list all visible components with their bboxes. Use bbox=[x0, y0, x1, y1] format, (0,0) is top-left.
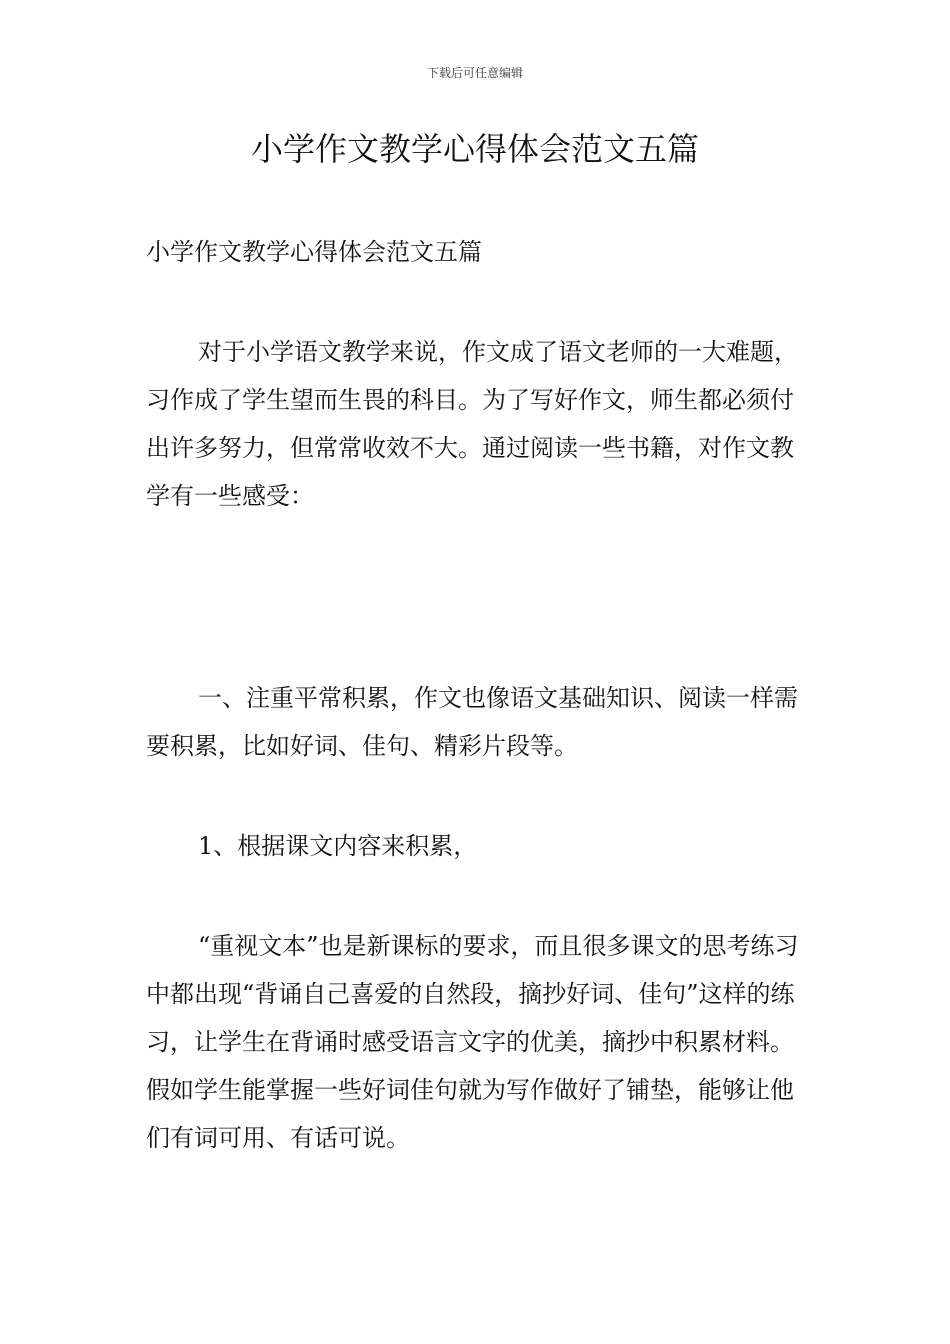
document-title: 小学作文教学心得体会范文五篇 bbox=[250, 130, 699, 168]
paragraph-quote: “重视文本”也是新课标的要求，而且很多课文的思考练习中都出现“背诵自己喜爱的自然段，摘抄好词、佳句”这样的练习，让学生在背诵时感受语言文字的优美，摘抄中积累材料。假如学生能掌握一些好词佳句就为写作做好了铺垫，能够让他们有词可用、有话可说。 bbox=[146, 932, 799, 1152]
paragraph-item-1: 1、根据课文内容来积累， bbox=[198, 832, 478, 860]
paragraph-intro: 对于小学语文教学来说，作文成了语文老师的一大难题，习作成了学生望而生畏的科目。为了写好作文，师生都必须付出许多努力，但常常收效不大。通过阅读一些书籍，对作文教学有一些感受： bbox=[146, 338, 798, 510]
header-note: 下载后可任意编辑 bbox=[426, 66, 523, 80]
paragraph-section-1: 一、注重平常积累，作文也像语文基础知识、阅读一样需要积累，比如好词、佳句、精彩片段等。 bbox=[146, 684, 798, 760]
document-subtitle: 小学作文教学心得体会范文五篇 bbox=[146, 238, 482, 266]
